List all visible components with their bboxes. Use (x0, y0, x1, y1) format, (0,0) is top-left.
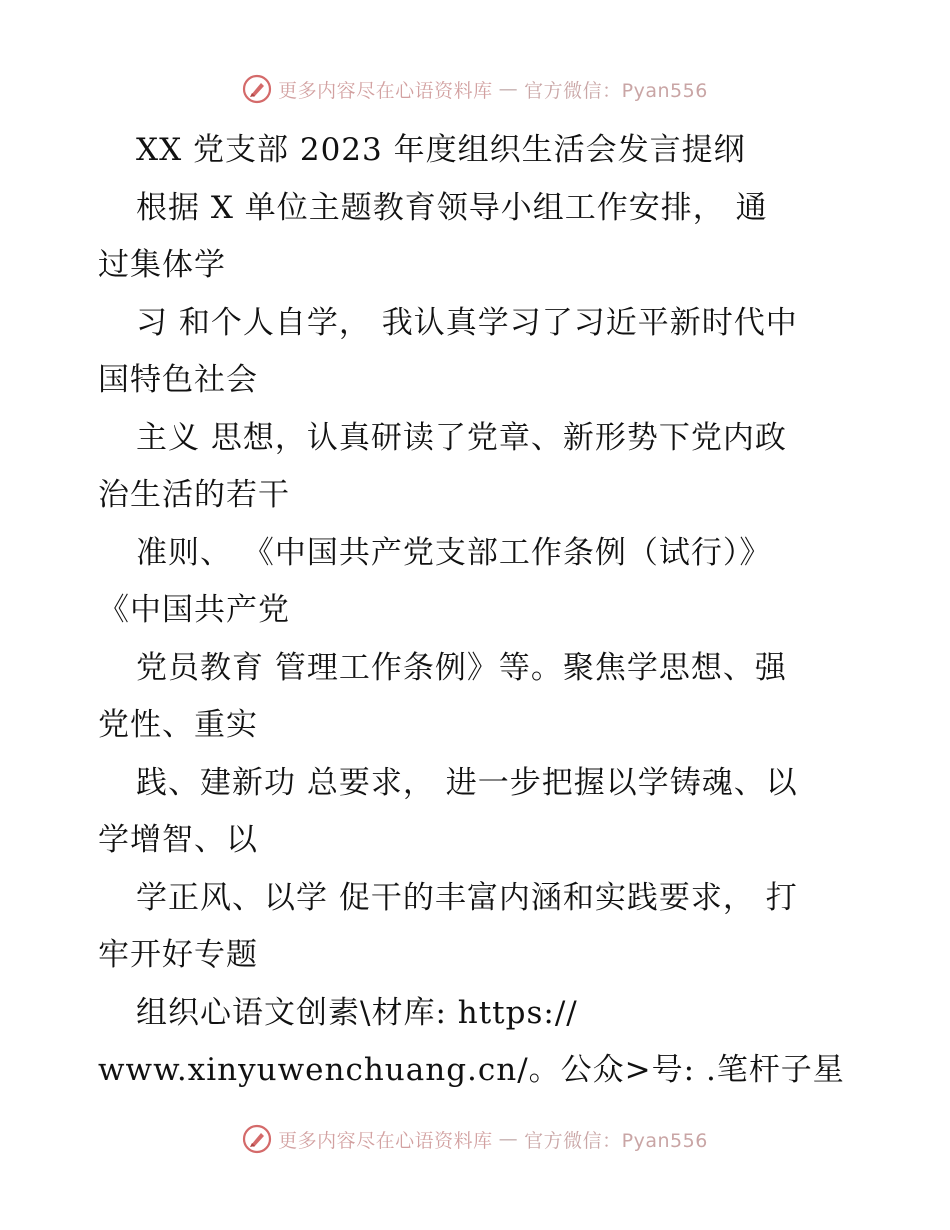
paragraph-line: 党员教育 管理工作条例》等。聚焦学思想、强 (136, 649, 787, 686)
pen-nib-icon (242, 74, 272, 104)
paragraph-line: 《中国共产党 (98, 592, 290, 628)
watermark-wechat: 官方微信：Pyan556 (524, 1129, 708, 1152)
paragraph-line: 国特色社会 (98, 362, 258, 398)
paragraph-line: 准则、 《中国共产党支部工作条例（试行）》 (136, 534, 772, 571)
watermark-header (0, 74, 950, 104)
paragraph-line: www.xinyuwenchuang.cn/。公众>号: .笔杆子星 (98, 1052, 845, 1088)
watermark-separator: — (498, 78, 519, 100)
paragraph-line: 过集体学 (98, 247, 226, 283)
paragraph-line: 主义 思想，认真研读了党章、新形势下党内政 (136, 419, 787, 456)
paragraph-line: 党性、重实 (98, 707, 258, 743)
watermark-separator: — (498, 1128, 519, 1150)
watermark-text: 更多内容尽在心语资料库 (278, 1129, 493, 1152)
paragraph-line: 根据 X 单位主题教育领导小组工作安排， 通 (136, 189, 768, 226)
document-title: XX 党支部 2023 年度组织生活会发言提纲 (136, 132, 746, 168)
watermark-wechat: 官方微信：Pyan556 (524, 79, 708, 102)
pen-nib-icon (242, 1124, 272, 1154)
paragraph-line: 践、建新功 总要求， 进一步把握以学铸魂、以 (136, 764, 798, 801)
paragraph-line: 习 和个人自学， 我认真学习了习近平新时代中 (136, 304, 798, 341)
paragraph-line: 学正风、以学 促干的丰富内涵和实践要求， 打 (136, 879, 798, 916)
watermark-footer (0, 1124, 950, 1154)
paragraph-line: 学增智、以 (98, 822, 258, 858)
paragraph-line: 组织心语文创素\材库: https:// (136, 994, 578, 1031)
watermark-text: 更多内容尽在心语资料库 (278, 79, 493, 102)
paragraph-line: 治生活的若干 (98, 477, 290, 513)
document-body (98, 122, 858, 1100)
paragraph-line: 牢开好专题 (98, 937, 258, 973)
